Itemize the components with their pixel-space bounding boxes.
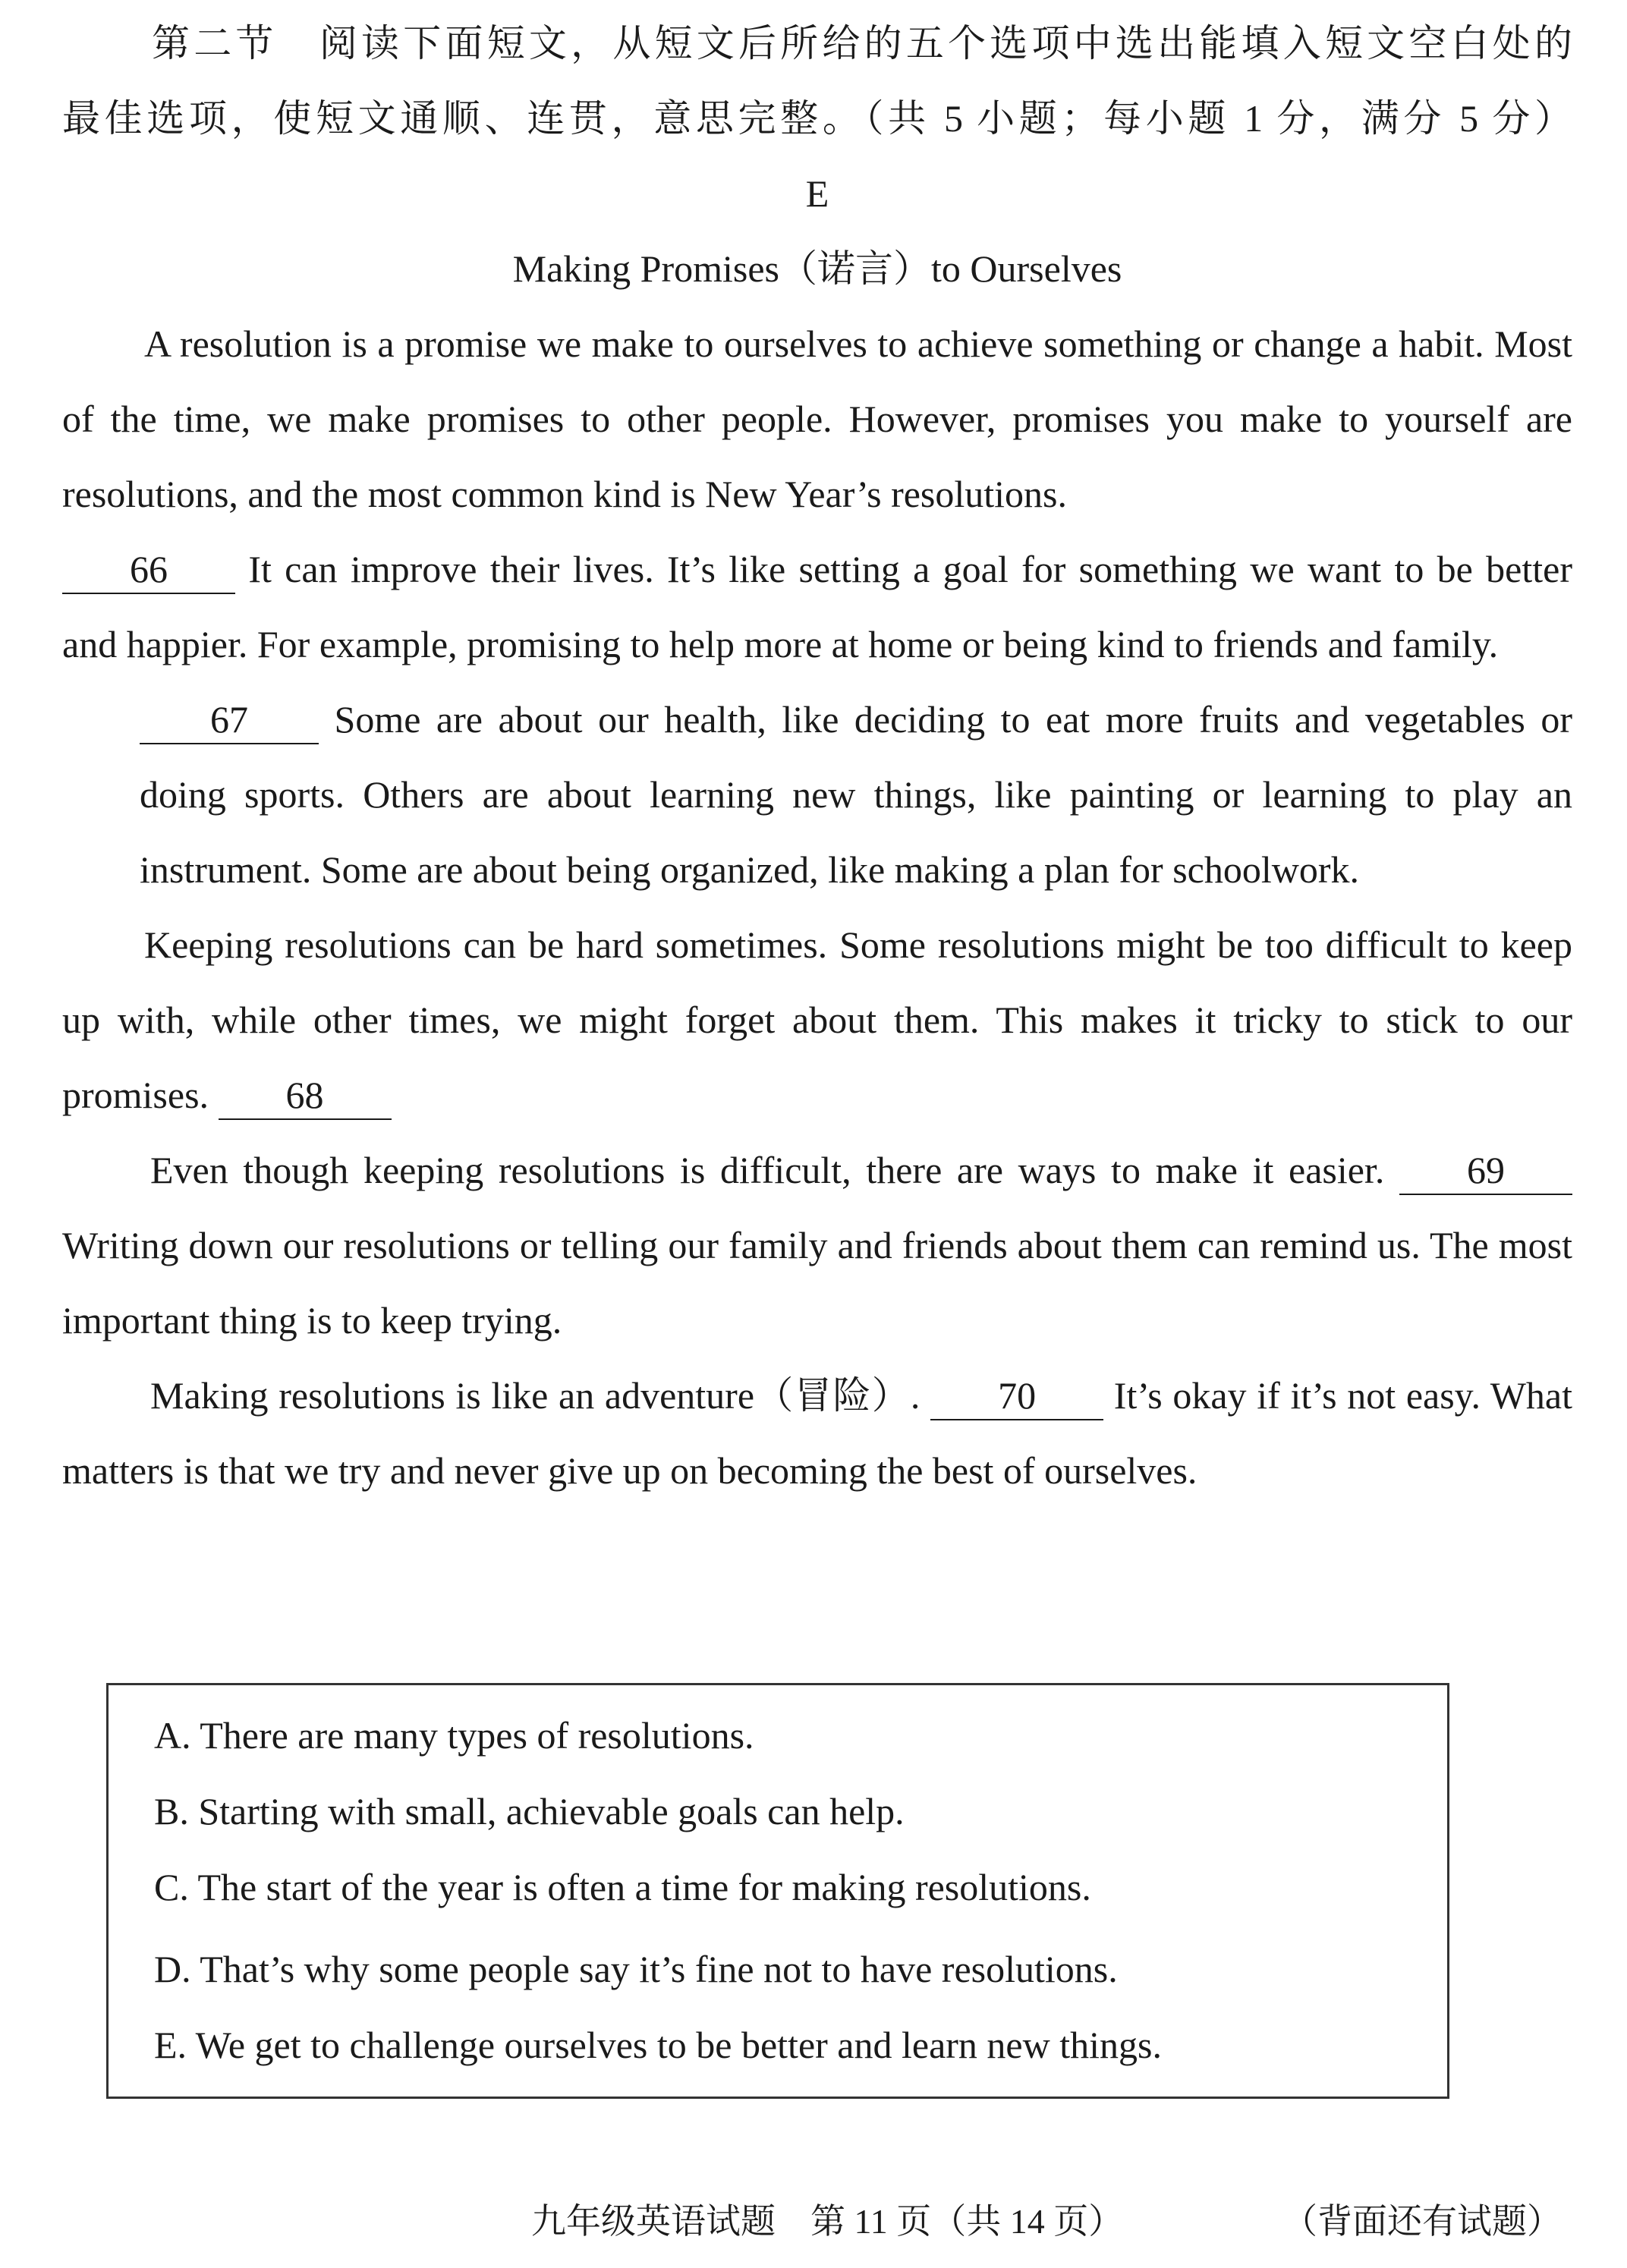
blank-69[interactable]: 69 — [1399, 1151, 1572, 1195]
passage-title: Making Promises（诺言）to Ourselves — [512, 247, 1122, 290]
paragraph-4 — [62, 908, 1572, 1133]
paragraph-3-text: Some are about our health, like deciding to eat more fruits and vegetables or doing sports. Others are about learning new things, like painting or learning to play an instrument. Some are about being organized, like making a plan for schoolwork. — [140, 698, 1572, 891]
paragraph-6-text-a: Making resolutions is like an adventure（冒险）. — [150, 1374, 931, 1417]
paragraph-6 — [62, 1358, 1572, 1508]
option-d: D. That’s why some people say it’s fine not to have resolutions. — [154, 1948, 1118, 1990]
option-e: E. We get to challenge ourselves to be better and learn new things. — [154, 2024, 1162, 2066]
option-c: C. The start of the year is often a time for making resolutions. — [154, 1866, 1091, 1908]
blank-70[interactable]: 70 — [930, 1376, 1103, 1420]
paragraph-5-text-a: Even though keeping resolutions is difficult, there are ways to make it easier. — [150, 1149, 1399, 1191]
paragraph-6-text-b: It’s okay if it’s not easy. What matters is that we try and never give up on becoming the best of ourselves. — [62, 1374, 1572, 1492]
paragraph-2-text: It can improve their lives. It’s like setting a goal for something we want to be better and happier. For example, promising to help more at home or being kind to friends and family. — [62, 548, 1572, 665]
blank-67[interactable]: 67 — [140, 700, 319, 744]
paragraph-3 — [62, 682, 1572, 908]
page-footer — [0, 2191, 1627, 2252]
footer-note: （背面还有试题） — [1282, 2202, 1562, 2241]
passage-letter: E — [805, 172, 829, 215]
paragraph-5 — [62, 1133, 1572, 1358]
exam-page — [62, 6, 1572, 1508]
paragraph-1: A resolution is a promise we make to ourselves to achieve something or change a habit. Most of the time, we make promises to other people. However, promises you make to yourself are resolutions, and the most common kind is New Year’s resolutions. — [62, 322, 1572, 515]
blank-66[interactable]: 66 — [62, 550, 235, 594]
option-b: B. Starting with small, achievable goals can help. — [154, 1790, 905, 1832]
blank-68[interactable]: 68 — [219, 1076, 392, 1120]
paragraph-5-text-b: Writing down our resolutions or telling our family and friends about them can remind us. The most important thing is to keep trying. — [62, 1224, 1572, 1342]
footer-page-info: 九年级英语试题 第 11 页（共 14 页） — [531, 2202, 1124, 2241]
paragraph-4-text: Keeping resolutions can be hard sometimes. Some resolutions might be too difficult to keep up with, while other times, we might forget about them. This makes it tricky to stick to our promises. — [62, 923, 1572, 1116]
section-instructions-line1: 第二节 阅读下面短文，从短文后所给的五个选项中选出能填入短文空白处的 — [152, 22, 1572, 64]
option-a: A. There are many types of resolutions. — [154, 1714, 754, 1757]
section-instructions-line2: 最佳选项，使短文通顺、连贯，意思完整。（共 5 小题；每小题 1 分，满分 5 分） — [62, 97, 1572, 140]
options-box — [106, 1683, 1449, 2099]
paragraph-2 — [62, 532, 1572, 682]
